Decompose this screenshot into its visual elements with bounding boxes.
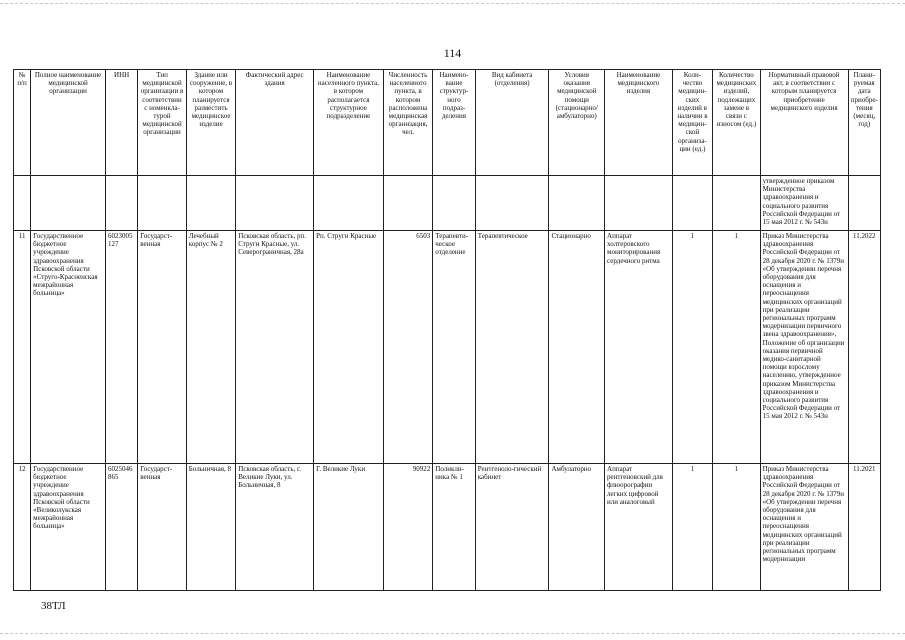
scan-edge-top bbox=[0, 3, 905, 4]
header-qty-replace: Количество медицинских изделий, подлежащих замене в связи с износом (ед.) bbox=[713, 70, 760, 176]
header-legal-act: Нормативный правовой акт, в соответствии с которым планируется приобретение медицинского изделия bbox=[760, 70, 848, 176]
header-device: Наименование медицинского изделия bbox=[605, 70, 673, 176]
table-cell bbox=[138, 176, 187, 231]
table-cell bbox=[605, 176, 673, 231]
table-cell bbox=[848, 176, 880, 231]
table-cell bbox=[549, 176, 605, 231]
header-org-type: Тип медицинской организации в соответствии с номенкла-турой медицинской организации bbox=[138, 70, 187, 176]
scan-edge-bottom bbox=[0, 633, 905, 634]
row-legal-act: Приказ Министерства здравоохранения Российской Федерации от 28 декабря 2020 г. № 1379н «Об утверждении перечня оборудования для оснащения и переоснащения медицинских организаций при реализации региональных программ модернизации первичного звена здравоохранения», Положение об организации оказания первичной медико-санитарной помощи взрослому населению, утвержденное приказом Министерства здравоохранения и социального развития Российской Федерации от 15 мая 2012 г. № 543н bbox=[760, 231, 848, 464]
header-population: Численность населенного пункта, в котором расположена медицинская организация, чел. bbox=[383, 70, 433, 176]
row-org-type: Государст-венная bbox=[138, 231, 187, 464]
table-cell bbox=[433, 176, 475, 231]
footer-document-code: 38ТЛ bbox=[41, 600, 66, 612]
row-locality: Г. Великие Луки bbox=[314, 464, 384, 591]
row-org-name: Государственное бюджетное учреждение здравоохранения Псковской области «Великолукская межрайонная больница» bbox=[31, 464, 106, 591]
row-org-type: Государст-венная bbox=[138, 464, 187, 591]
table-cell bbox=[186, 176, 236, 231]
continuation-legal-act: утвержденное приказом Министерства здравоохранения и социального развития Российской Федерации от 15 мая 2012 г. № 543н bbox=[760, 176, 848, 231]
row-org-name: Государственное бюджетное учреждение здравоохранения Псковской области «Струго-Красненская межрайонная больница» bbox=[31, 231, 106, 464]
table-header-row bbox=[14, 70, 881, 176]
row-qty-replace: 1 bbox=[713, 464, 760, 591]
table-row-continuation bbox=[14, 176, 881, 231]
table-cell bbox=[236, 176, 314, 231]
table-row bbox=[14, 464, 881, 591]
row-inn: 6023005127 bbox=[105, 231, 137, 464]
row-conditions: Стационарно bbox=[549, 231, 605, 464]
table-cell bbox=[672, 176, 712, 231]
header-num: № п/п bbox=[14, 70, 31, 176]
header-address: Фактический адрес здания bbox=[236, 70, 314, 176]
table-cell bbox=[475, 176, 549, 231]
row-legal-act: Приказ Министерства здравоохранения Российской Федерации от 28 декабря 2020 г. № 1379н «Об утверждении перечня оборудования для оснащения и переоснащения медицинских организаций при реализации региональных программ модернизации bbox=[760, 464, 848, 591]
header-unit: Наимено-вание структур-ного подраз-деления bbox=[433, 70, 475, 176]
row-room-type: Терапевтическое bbox=[475, 231, 549, 464]
header-building: Здание или сооружение, в котором планируется разместить медицинское изделие bbox=[186, 70, 236, 176]
row-unit: Поликли-ника № 1 bbox=[433, 464, 475, 591]
table-cell bbox=[713, 176, 760, 231]
row-locality: Рп. Струги Красные bbox=[314, 231, 384, 464]
row-qty-available: 1 bbox=[672, 464, 712, 591]
table-row bbox=[14, 231, 881, 464]
row-address: Псковская область, г. Великие Луки, ул. Больничная, 8 bbox=[236, 464, 314, 591]
row-qty-replace: 1 bbox=[713, 231, 760, 464]
row-building: Больничная, 8 bbox=[186, 464, 236, 591]
row-conditions: Амбулаторно bbox=[549, 464, 605, 591]
row-num: 11 bbox=[14, 231, 31, 464]
header-qty-available: Коли-чество медицин-ских изделий в наличии в медицин-ской организа-ции (ед.) bbox=[672, 70, 712, 176]
table-cell bbox=[105, 176, 137, 231]
row-date: 11.2021 bbox=[848, 464, 880, 591]
row-population: 6503 bbox=[383, 231, 433, 464]
row-room-type: Рентгеноло-гический кабинет bbox=[475, 464, 549, 591]
header-inn: ИНН bbox=[105, 70, 137, 176]
page-number: 114 bbox=[443, 46, 462, 60]
row-num: 12 bbox=[14, 464, 31, 591]
row-device: Аппарат холтеровского мониторирования сердечного ритма bbox=[605, 231, 673, 464]
table-cell bbox=[14, 176, 31, 231]
header-conditions: Условия оказания медицинской помощи (стационарно/ амбулаторно) bbox=[549, 70, 605, 176]
row-qty-available: 1 bbox=[672, 231, 712, 464]
table-cell bbox=[314, 176, 384, 231]
table-cell bbox=[383, 176, 433, 231]
row-population: 90922 bbox=[383, 464, 433, 591]
header-org-name: Полное наименование медицинской организации bbox=[31, 70, 106, 176]
table-cell bbox=[31, 176, 106, 231]
row-device: Аппарат рентгеновский для флюорографии легких цифровой или аналоговый bbox=[605, 464, 673, 591]
row-date: 11.2022 bbox=[848, 231, 880, 464]
row-inn: 6025046865 bbox=[105, 464, 137, 591]
header-locality: Наименование населенного пункта, в котором располагается структурное подразделение bbox=[314, 70, 384, 176]
row-address: Псковская область, рп. Струги Красные, ул. Северограничная, 28а bbox=[236, 231, 314, 464]
header-room-type: Вид кабинета (отделения) bbox=[475, 70, 549, 176]
header-date: Плани-руемая дата приобре-тения (месяц, год) bbox=[848, 70, 880, 176]
row-unit: Терапевти-ческое отделение bbox=[433, 231, 475, 464]
row-building: Лечебный корпус № 2 bbox=[186, 231, 236, 464]
medical-equipment-table bbox=[13, 69, 881, 591]
